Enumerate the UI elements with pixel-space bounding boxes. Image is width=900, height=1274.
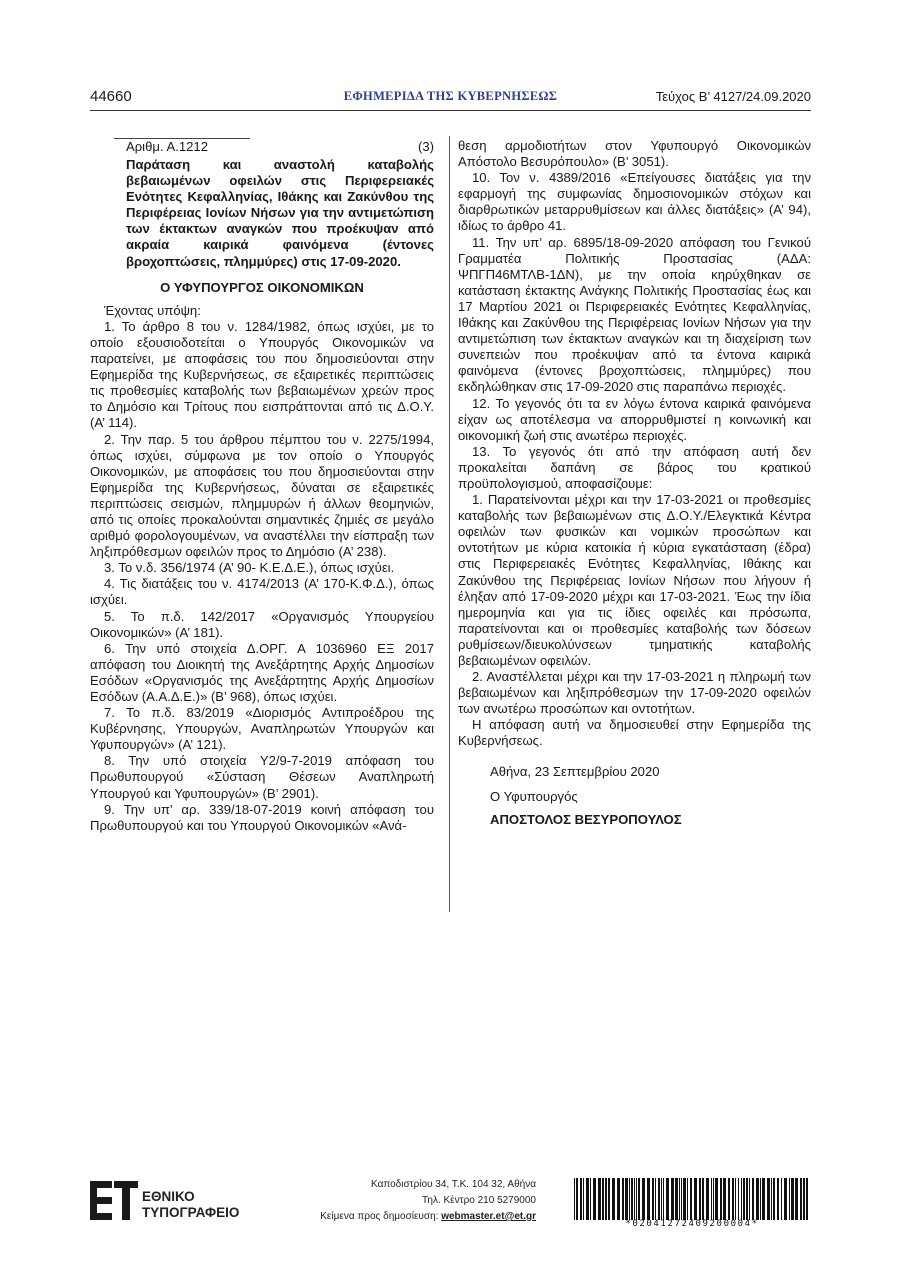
barcode-bar	[655, 1178, 656, 1220]
barcode-bar	[720, 1178, 722, 1220]
barcode-bar	[663, 1178, 664, 1220]
recital-1: 1. Το άρθρο 8 του ν. 1284/1982, όπως ισχύει, με το οποίο εξουσιοδοτείται ο Υπουργός Οικονομικών να παρατείνει, με αποφάσεις του που δημοσιεύονται στην Εφημερίδα της Κυβερνήσεως, σε εξαιρετικές περιπτώσεις τις προθεσμίες καταβολής των βεβαιωμένων χρεών προς το Δημόσιο και Τρίτους που εισπράττονται από τις Δ.Ο.Υ. (Α’ 114).	[90, 318, 434, 431]
barcode-bar	[735, 1178, 736, 1220]
barcode-bar	[612, 1178, 615, 1220]
barcode-bar	[732, 1178, 734, 1220]
barcode-bar	[752, 1178, 754, 1220]
decision-number: Αριθμ. Α.1212	[126, 139, 208, 154]
barcode-bar	[666, 1178, 669, 1220]
barcode-bar	[713, 1178, 714, 1220]
barcode-bar	[658, 1178, 660, 1220]
barcode-bar	[756, 1178, 759, 1220]
recital-12: 12. Το γεγονός ότι τα εν λόγω έντονα καιρικά φαινόμενα είχαν ως αποτέλεσμα να απορρυθμιστεί η κοινωνική και οικονομική ζωή στις ανωτέρω περιοχές.	[458, 395, 811, 443]
barcode-bar	[661, 1178, 662, 1220]
header-divider	[90, 110, 811, 111]
barcode-bar	[789, 1178, 790, 1220]
barcode-bar	[625, 1178, 628, 1220]
barcode-bar	[800, 1178, 802, 1220]
barcode-bar	[580, 1178, 582, 1220]
column-divider	[449, 136, 450, 912]
recital-6: 6. Την υπό στοιχεία Δ.ΟΡΓ. Α 1036960 ΕΞ 2017 απόφαση του Διοικητή της Ανεξάρτητης Αρχής Δημοσίων Εσόδων «Οργανισμός της Ανεξάρτητης Αρχής Δημοσίων Εσόδων (Α.Α.Δ.Ε.)» (Β’ 968), όπως ισχύει.	[90, 640, 434, 704]
barcode-bar	[738, 1178, 739, 1220]
barcode-bar	[767, 1178, 770, 1220]
barcode-bar	[777, 1178, 779, 1220]
barcode-bar	[583, 1178, 584, 1220]
barcode-bar	[590, 1178, 591, 1220]
logo-text	[142, 1189, 239, 1221]
signature-place-date: Αθήνα, 23 Σεπτεμβρίου 2020	[490, 763, 660, 779]
recital-10: 10. Τον ν. 4389/2016 «Επείγουσες διατάξεις για την εφαρμογή της συμφωνίας δημοσιονομικών στόχων και διαρθρωτικών μεταρρυθμίσεων και άλλες διατάξεις» (Α’ 94), ιδίως το άρθρο 41.	[458, 170, 811, 234]
footer-phone: Τηλ. Κέντρο 210 5279000	[422, 1195, 536, 1206]
article-1: 1. Παρατείνονται μέχρι και την 17-03-2021 οι προθεσμίες καταβολής των βεβαιωμένων στις Δ.Ο.Υ./Ελεγκτικά Κέντρα οφειλών των φυσικών και νομικών προσώπων και οντοτήτων με κύρια κατοικία ή κύρια εγκατάσταση (έδρα) στις Περιφερειακές Ενότητες Κεφαλληνίας, Ιθάκης και Ζακύνθου της Περιφέρειας Ιονίων Νήσων που λήγουν ή έληξαν από 17-09-2020 μέχρι και 17-03-2021. Έως την ίδια ημερομηνία και για τις ίδιες οφειλές και πρόσωπα, παρατείνονται και οι προθεσμίες καταβολής των δόσεων ρυθμίσεων/διευκολύνσεων τμηματικής καταβολής βεβαιωμένων οφειλών.	[458, 492, 811, 668]
recital-2: 2. Την παρ. 5 του άρθρου πέμπτου του ν. 2275/1994, όπως ισχύει, σύμφωνα με τον οποίο ο Υπουργός Οικονομικών, με αποφάσεις του που δημοσιεύονται στην Εφημερίδα της Κυβερνήσεως, δύναται σε εξαιρετικές περιπτώσεις σεισμών, πλημμυρών ή άλλων θεομηνιών, από τις οποίες προκαλούνται σημαντικές ζημιές σε μεγάλο αριθμό φορολογουμένων, να αναστέλλει την είσπραξη των ληξιπρόθεσμων οφειλών προς το Δημόσιο (Α’ 238).	[90, 431, 434, 560]
barcode-bar	[771, 1178, 772, 1220]
recital-9-continuation: θεση αρμοδιοτήτων στον Υφυπουργό Οικονομικών Απόστολο Βεσυρόπουλο» (Β’ 3051).	[458, 138, 811, 170]
barcode-bar	[784, 1178, 787, 1220]
barcode-bar	[749, 1178, 750, 1220]
recital-7: 7. Το π.δ. 83/2019 «Διορισμός Αντιπροέδρου της Κυβέρνησης, Υπουργών, Αναπληρωτών Υπουργών και Υφυπουργών» (Α’ 121).	[90, 705, 434, 753]
recital-13: 13. Το γεγονός ότι από την απόφαση αυτή δεν προκαλείται δαπάνη σε βάρος του κρατικού προϋπολογισμού, αποφασίζουμε:	[458, 443, 811, 491]
signature-name: ΑΠΟΣΤΟΛΟΣ ΒΕΣΥΡΟΠΟΥΛΟΣ	[490, 811, 682, 827]
barcode-number: *02041272409200004*	[625, 1219, 759, 1229]
barcode-bar	[743, 1178, 745, 1220]
barcode-bar	[746, 1178, 748, 1220]
article-2: 2. Αναστέλλεται μέχρι και την 17-03-2021 η πληρωμή των βεβαιωμένων και ληξιπρόθεσμων την 17-09-2020 οφειλών των ανωτέρω προσώπων και οντοτήτων.	[458, 669, 811, 717]
barcode-bar	[702, 1178, 704, 1220]
barcode-bar	[683, 1178, 686, 1220]
barcode-bar	[576, 1178, 578, 1220]
barcode-bar	[694, 1178, 697, 1220]
recital-5: 5. Το π.δ. 142/2017 «Οργανισμός Υπουργείου Οικονομικών» (Α’ 181).	[90, 608, 434, 640]
logo-line-1: ΕΘΝΙΚΟ	[142, 1189, 195, 1204]
barcode-bar	[586, 1178, 589, 1220]
submission-label: Κείμενα προς δημοσίευση:	[320, 1211, 439, 1222]
barcode-bar	[598, 1178, 601, 1220]
page-number: 44660	[90, 88, 132, 105]
barcode-bar	[741, 1178, 742, 1220]
barcode-bar	[671, 1178, 674, 1220]
barcode-bar	[602, 1178, 604, 1220]
right-column	[458, 138, 811, 828]
barcode-bar	[638, 1178, 640, 1220]
gazette-name: ΕΦΗΜΕΡΙΔΑ ΤΗΣ ΚΥΒΕΡΝΗΣΕΩΣ	[343, 89, 558, 103]
barcode-bar	[574, 1178, 575, 1220]
left-column	[90, 138, 434, 834]
footer-address: Καποδιστρίου 34, Τ.Κ. 104 32, Αθήνα	[371, 1179, 536, 1190]
barcode-bar	[781, 1178, 782, 1220]
barcode-bar	[647, 1178, 650, 1220]
barcode-bar	[622, 1178, 624, 1220]
issue-label: Τεύχος Β’ 4127/24.09.2020	[655, 89, 811, 104]
barcode-bar	[634, 1178, 635, 1220]
barcode-bar	[806, 1178, 808, 1220]
barcode-bar	[687, 1178, 688, 1220]
footer-submission	[320, 1209, 536, 1225]
barcode-bar	[608, 1178, 610, 1220]
barcode-bar	[699, 1178, 701, 1220]
footer-contact	[320, 1177, 536, 1225]
decision-title: Παράταση και αναστολή καταβολής βεβαιωμένων οφειλών στις Περιφερειακές Ενότητες Κεφαλληνίας, Ιθάκης και Ζακύνθου της Περιφέρειας Ιονίων Νήσων για την αντιμετώπιση των έκτακτων αναγκών που προέκυψαν από ακραία καιρικά φαινόμενα (έντονες βροχοπτώσεις, πλημμύρες) στις 17-09-2020.	[126, 157, 434, 269]
barcode-bar	[706, 1178, 709, 1220]
barcode-bar	[791, 1178, 794, 1220]
barcode-bar	[681, 1178, 682, 1220]
having-regard: Έχοντας υπόψη:	[104, 302, 201, 318]
barcode-bar	[795, 1178, 798, 1220]
barcode-bar	[636, 1178, 637, 1220]
page-header	[90, 88, 811, 108]
barcode-bar	[593, 1178, 596, 1220]
barcode-bar	[675, 1178, 678, 1220]
publication-order: Η απόφαση αυτή να δημοσιευθεί στην Εφημερίδα της Κυβερνήσεως.	[458, 717, 811, 749]
barcode-bar	[642, 1178, 645, 1220]
barcode-bar	[803, 1178, 805, 1220]
et-logo-icon	[90, 1181, 138, 1221]
recital-4: 4. Τις διατάξεις του ν. 4174/2013 (Α’ 170-Κ.Φ.Δ.), όπως ισχύει.	[90, 576, 434, 608]
recital-8: 8. Την υπό στοιχεία Υ2/9-7-2019 απόφαση του Πρωθυπουργού «Σύσταση Θέσεων Αναπληρωτή Υπουργού και Υφυπουργών» (Β’ 2901).	[90, 753, 434, 801]
barcode-bar	[631, 1178, 633, 1220]
barcode-bar	[762, 1178, 765, 1220]
submission-email-link[interactable]: webmaster.et@et.gr	[441, 1211, 536, 1222]
barcode-bar	[617, 1178, 620, 1220]
authority-heading: Ο ΥΦΥΠΟΥΡΓΟΣ ΟΙΚΟΝΟΜΙΚΩΝ	[160, 279, 364, 295]
recital-11: 11. Την υπ’ αρ. 6895/18-09-2020 απόφαση του Γενικού Γραμματέα Πολιτικής Προστασίας (ΑΔΑ: ΨΠΓΠ46ΜΤΛΒ-1ΔΝ), με την οποία κηρύχθηκαν σε κατάσταση έκτακτης Ανάγκης Πολιτικής Προστασίας έως και 17 Μαρτίου 2021 οι Περιφερειακές Ενότητες Κεφαλληνίας, Ιθάκης και Ζακύνθου της Περιφέρειας Ιονίων Νήσων για την αντιμετώπιση των έκτακτων αναγκών και τη διαχείριση των συνεπειών που προέκυψαν από τα έντονα καιρικά φαινόμενα (έντονες βροχοπτώσεις, πλημμύρες) που εκδηλώθηκαν στις 17-09-2020 στις παραπάνω περιοχές.	[458, 234, 811, 395]
decision-index: (3)	[417, 139, 434, 154]
barcode-bar	[605, 1178, 607, 1220]
barcode-bar	[760, 1178, 761, 1220]
barcode-bar	[652, 1178, 654, 1220]
signature-block	[490, 764, 811, 828]
barcode-bar	[773, 1178, 775, 1220]
barcode-bar	[723, 1178, 726, 1220]
barcode-bar	[690, 1178, 692, 1220]
barcode-bar	[728, 1178, 730, 1220]
signature-role: Ο Υφυπουργός	[490, 788, 578, 804]
recital-9: 9. Την υπ’ αρ. 339/18-07-2019 κοινή απόφαση του Πρωθυπουργού και του Υπουργού Οικονομικών «Ανά-	[90, 801, 434, 833]
logo-line-2: ΤΥΠΟΓΡΑΦΕΙΟ	[142, 1205, 240, 1220]
barcode-bar	[629, 1178, 630, 1220]
barcode	[574, 1178, 810, 1220]
recital-3: 3. Το ν.δ. 356/1974 (Α’ 90- Κ.Ε.Δ.Ε.), όπως ισχύει.	[104, 560, 395, 576]
barcode-bar	[679, 1178, 680, 1220]
barcode-bar	[711, 1178, 712, 1220]
barcode-bar	[715, 1178, 718, 1220]
decision-number-row	[90, 138, 434, 155]
